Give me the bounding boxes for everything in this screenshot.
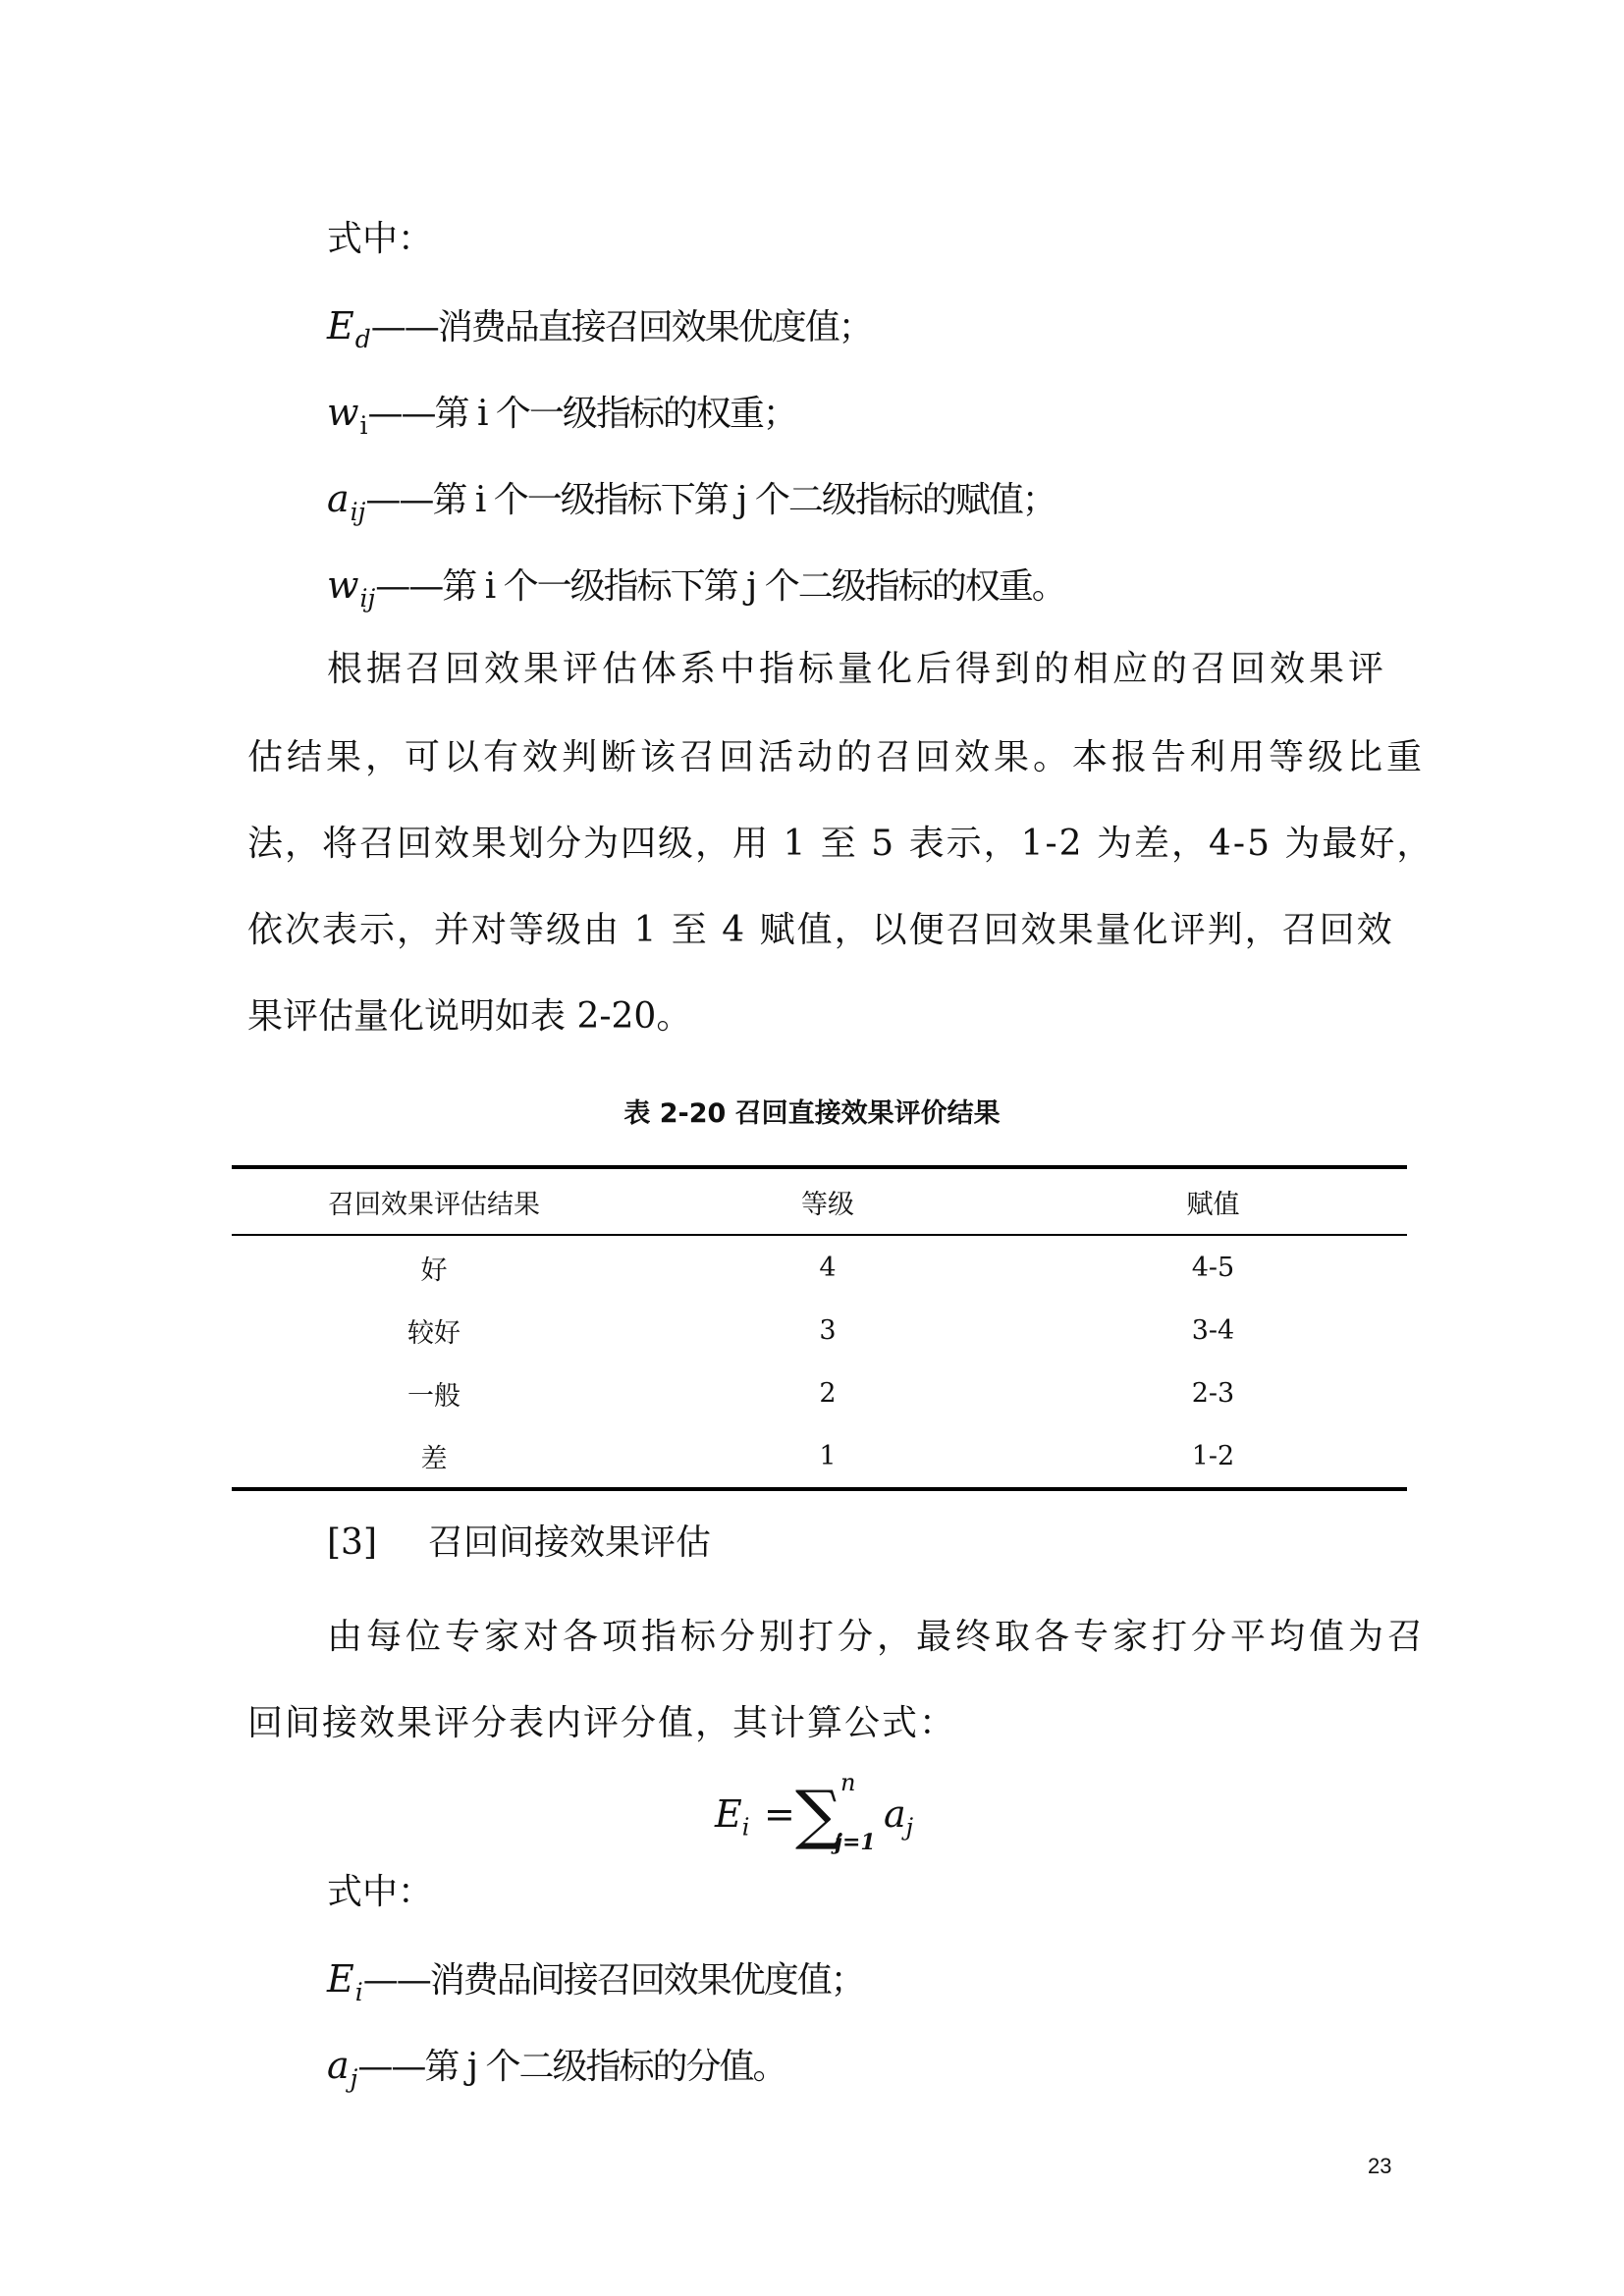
sum-upper-limit: n [840,1769,856,1796]
subscript: i [354,1978,363,2006]
table-cell: 4-5 [1191,1252,1235,1283]
definition-aij [327,477,1056,525]
definition-wij [327,563,1065,612]
table-cell: 较好 [407,1317,460,1349]
paragraph-line: 依次表示，并对等级由 1 至 4 赋值，以便召回效果量化评判，召回效 [247,910,1394,950]
paragraph-line: 根据召回效果评估体系中指标量化后得到的相应的召回效果评 [327,649,1388,689]
table-cell: 2-3 [1191,1377,1235,1409]
definition-text: ——第 i 个一级指标的权重； [367,394,796,434]
table-cell: 3 [819,1314,837,1346]
table-header-row [232,1167,1407,1235]
definition-text: ——第 j 个二级指标的分值。 [357,2047,786,2087]
table-cell: 4 [819,1252,837,1283]
paragraph-line: 由每位专家对各项指标分别打分，最终取各专家打分平均值为召 [327,1617,1428,1657]
definition-text: ——消费品间接召回效果优度值； [362,1960,864,2001]
definition-ei [327,1957,864,2005]
paragraph-line: 回间接效果评分表内评分值，其计算公式： [247,1703,957,1743]
definition-wi [327,391,796,439]
subscript: ij [359,584,376,613]
sum-symbol: ∑ [795,1777,842,1852]
table-cell: 一般 [407,1380,460,1412]
section-title: 召回间接效果评估 [428,1522,712,1563]
table-cell: 1-2 [1191,1440,1235,1471]
results-table [232,1165,1407,1491]
table-row [232,1299,1407,1362]
symbol: w [327,563,359,607]
table-row [232,1235,1407,1299]
section-number: [3] [327,1522,377,1563]
table-row [232,1424,1407,1489]
definition-text: ——第 i 个一级指标下第 j 个二级指标的赋值； [365,480,1056,520]
symbol: w [327,391,359,434]
paragraph-line: 估结果，可以有效判断该召回活动的召回效果。本报告利用等级比重 [247,737,1427,777]
table-cell: 差 [420,1443,448,1474]
section-heading [327,1522,711,1565]
definition-text: ——第 i 个一级指标下第 j 个二级指标的权重。 [375,566,1065,607]
subscript: j [350,2064,358,2093]
symbol: a [327,2044,350,2087]
table-cell: 3-4 [1191,1314,1235,1346]
symbol: E [327,304,354,347]
table-cell: 好 [420,1255,448,1286]
table-cell: 1 [819,1440,837,1471]
formula-term: $a_j$ [884,1792,914,1842]
subscript: i [359,411,368,440]
definition-aj [327,2044,785,2092]
table-caption: 表 2-20 召回直接效果评价结果 [623,1098,1001,1129]
definitions-intro: 式中： [327,1872,434,1912]
symbol: a [327,477,350,520]
subscript: d [354,325,371,353]
sum-lower-limit: j=1 [835,1830,876,1855]
formula-lhs: $E_i$ [715,1792,750,1842]
definitions-intro: 式中： [327,219,434,259]
paragraph-line: 法，将召回效果划分为四级，用 1 至 5 表示，1-2 为差，4-5 为最好， [247,824,1435,864]
table-row [232,1362,1407,1424]
definition-ed [327,304,872,352]
column-header: 等级 [801,1189,854,1220]
subscript: ij [350,498,366,526]
paragraph-line: 果评估量化说明如表 2-20。 [247,996,692,1037]
page-number: 23 [1368,2154,1392,2178]
column-header: 召回效果评估结果 [328,1189,540,1220]
formula-equals: = [764,1792,795,1836]
symbol: E [327,1957,354,2001]
column-header: 赋值 [1186,1189,1240,1220]
table-cell: 2 [819,1377,837,1409]
definition-text: ——消费品直接召回效果优度值； [370,307,872,347]
